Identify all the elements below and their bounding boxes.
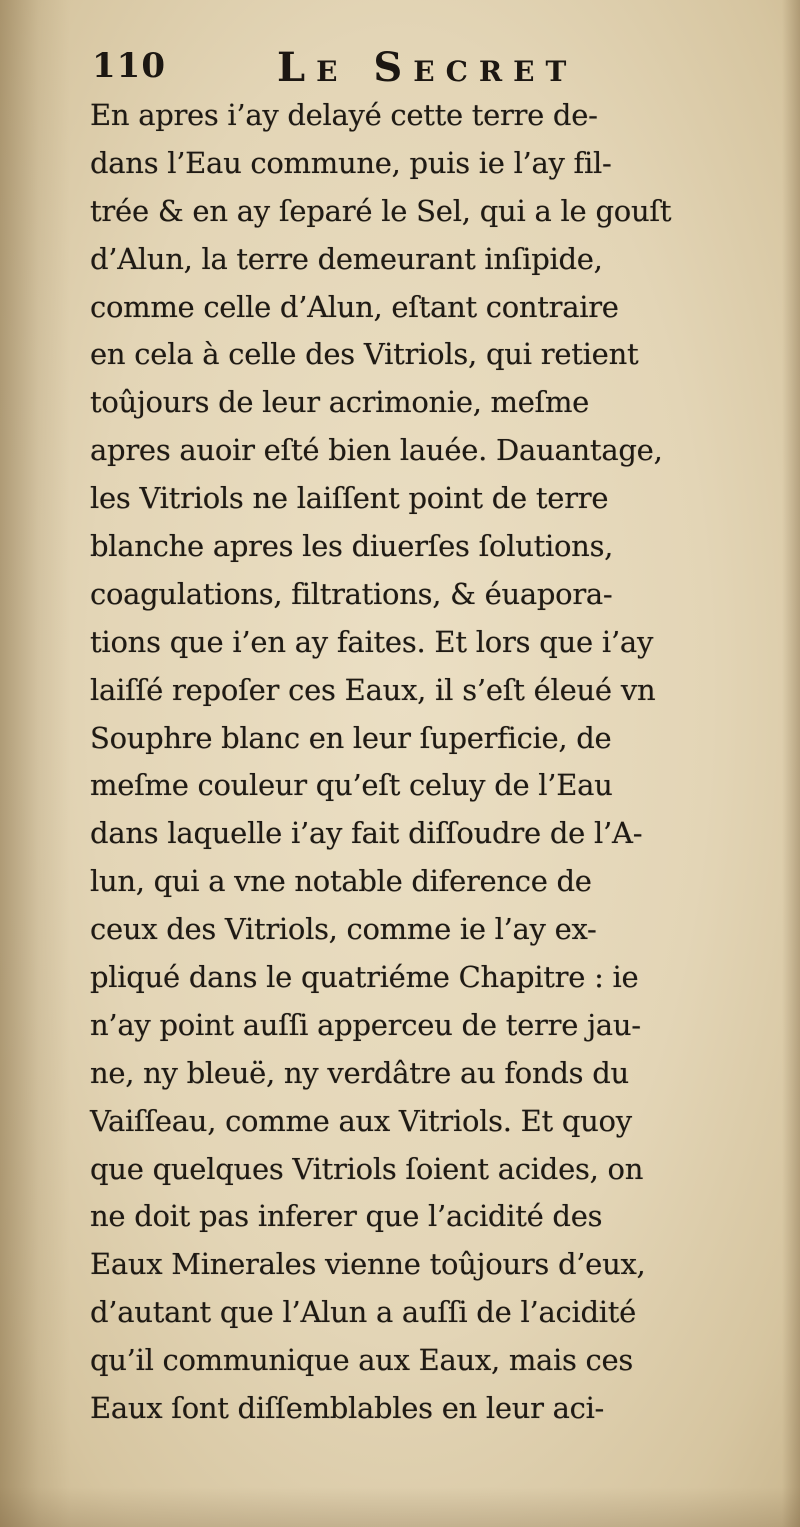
text-line: tions que i’en ay faites. Et lors que i’ay	[90, 624, 654, 659]
page-header	[92, 44, 722, 94]
text-line: ceux des Vitriols, comme ie l’ay ex-	[90, 912, 597, 947]
text-line: d’autant que l’Alun a auſſi de l’acidité	[90, 1295, 637, 1330]
text-line: En apres i’ay delayé cette terre de-	[90, 98, 598, 132]
body-text	[90, 92, 790, 1433]
text-line: que quelques Vitriols ſoient acides, on	[90, 1151, 644, 1186]
page-number: 110	[92, 46, 166, 86]
text-line: Vaiſſeau, comme aux Vitriols. Et quoy	[90, 1103, 632, 1138]
text-line: toûjours de leur acrimonie, meſme	[90, 385, 590, 420]
text-line: dans laquelle i’ay fait diſſoudre de l’A-	[90, 816, 643, 851]
text-line: blanche apres les diuerſes ſolutions,	[90, 529, 614, 564]
text-line: laiſſé repoſer ces Eaux, il s’eſt éleué vn	[90, 672, 656, 707]
text-line: apres auoir eſté bien lauée. Dauantage,	[90, 433, 663, 468]
running-head: Le Secret	[277, 44, 578, 91]
gutter-shadow	[0, 0, 70, 1527]
text-line: lun, qui a vne notable diference de	[90, 864, 592, 899]
text-line: ne doit pas inferer que l’acidité des	[90, 1199, 603, 1234]
text-line: en cela à celle des Vitriols, qui retient	[90, 337, 639, 372]
text-line: comme celle d’Alun, eſtant contraire	[90, 289, 619, 324]
text-line: Eaux ſont diſſemblables en leur aci-	[90, 1391, 605, 1426]
text-line: pliqué dans le quatriéme Chapitre : ie	[90, 960, 639, 995]
text-line: d’Alun, la terre demeurant inſipide,	[90, 241, 603, 276]
text-line: Eaux Minerales vienne toûjours d’eux,	[90, 1247, 646, 1282]
text-line: dans l’Eau commune, puis ie l’ay fil-	[90, 145, 612, 180]
text-line: qu’il communique aux Eaux, mais ces	[90, 1343, 633, 1378]
text-line: coagulations, filtrations, & éuapora-	[90, 576, 613, 611]
text-line: n’ay point auſſi apperceu de terre jau-	[90, 1007, 641, 1042]
bottom-edge-shadow	[0, 1487, 800, 1527]
text-line: trée & en ay ſeparé le Sel, qui a le gouſt	[90, 193, 672, 228]
text-line: Souphre blanc en leur ſuperficie, de	[90, 720, 612, 755]
text-line: meſme couleur qu’eſt celuy de l’Eau	[90, 768, 613, 803]
text-line: les Vitriols ne laiſſent point de terre	[90, 481, 609, 516]
text-line: ne, ny bleuë, ny verdâtre au fonds du	[90, 1055, 629, 1090]
